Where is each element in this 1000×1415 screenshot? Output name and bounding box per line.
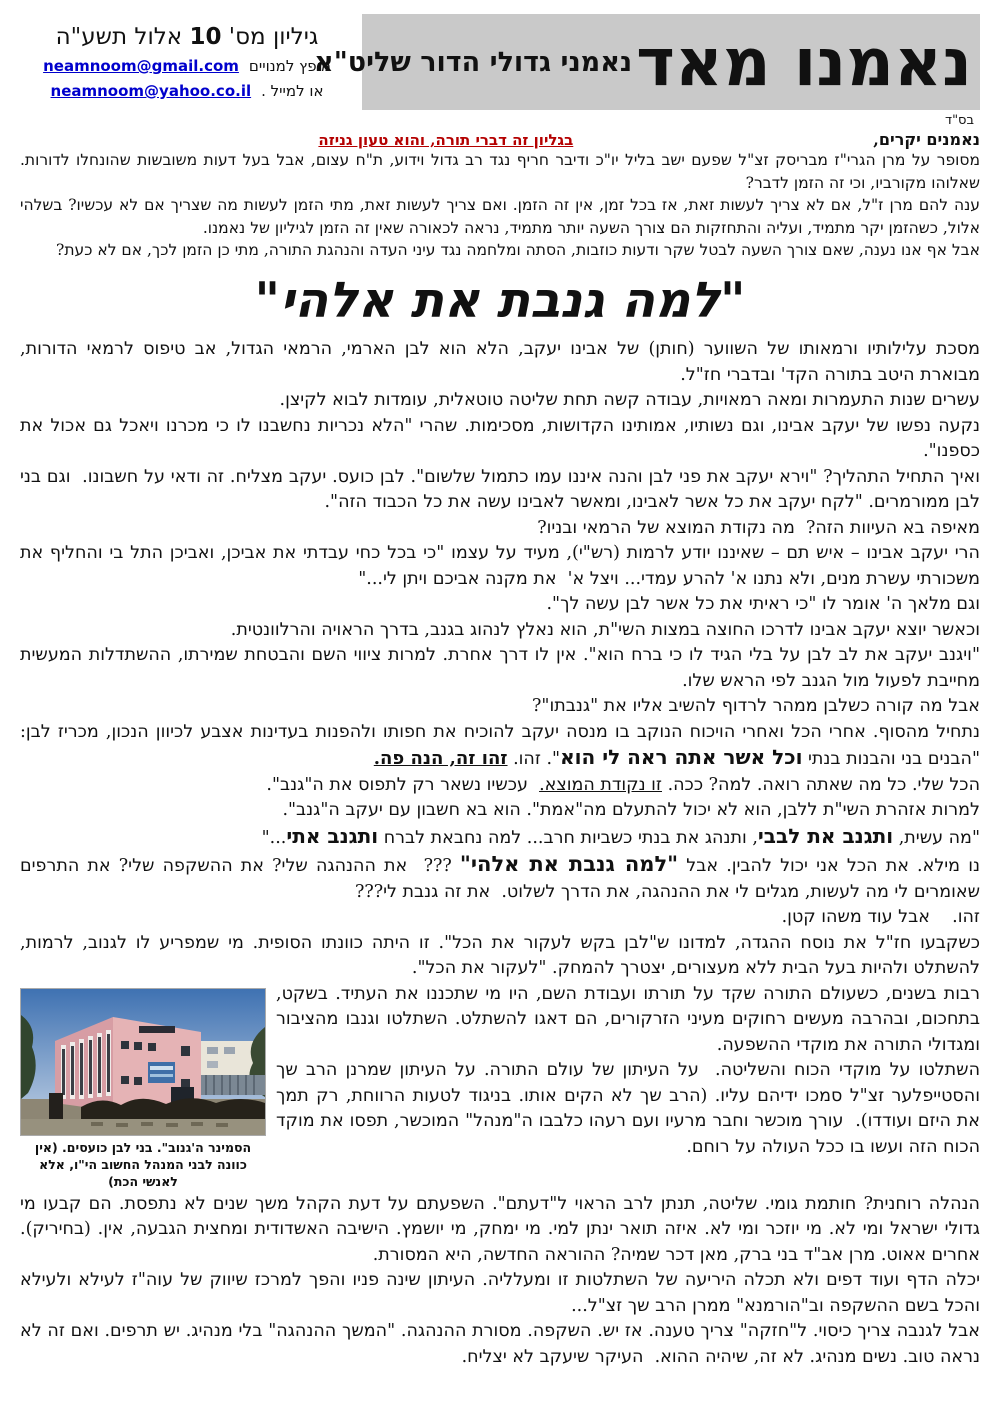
gmail-link[interactable]: neamnoom@gmail.com (43, 57, 239, 75)
paragraph (20, 773, 980, 799)
paragraph: "ויגנב יעקב את לב לבן על בלי הגיד לו כי ברח הוא". אין לו דרך אחרת. למרות ציווי השם והבטחת שמירתו, ההשתדלות המעשית מחייבת לפעול מול הגנב לפי הראש שלו. (20, 645, 980, 691)
bsd-mark: בס"ד (944, 113, 974, 128)
masthead-subtitle: נאמני גדולי הדור שליט"א (314, 46, 633, 78)
intro-paragraph: מסופר על מרן הגרי"ז מבריסק זצ"ל שפעם ישב בליל יו"כ ודיבר חריף נגד רב גדול וידוע, ת"ח עצום, אבל בעל דעות משובשות שהונחלו לדורות. שאלוהו מקורביו, וכי זה הזמן לדבר? (20, 151, 980, 192)
distribution-label: מופץ למנויים (248, 57, 331, 75)
text-segment: "מה עשית, (893, 827, 980, 848)
seminary-photo (20, 988, 266, 1136)
photo-section (20, 982, 980, 1189)
text-segment: נו מילא. את הכל אני יכול להבין. אבל (678, 856, 980, 877)
paragraph: למרות אזהרת השי"ת ללבן, הוא לא יכול להתעלם מה"אמת". הוא בא חשבון עם יעקב ה"גנב". (282, 800, 980, 821)
issue-number: 10 (189, 24, 222, 50)
main-headline: "למה גנבת את אלהי" (254, 270, 746, 329)
bold-underline-phrase: זהו זה, הנה פה. (373, 748, 508, 770)
yahoo-link[interactable]: neamnoom@yahoo.co.il (50, 82, 252, 100)
paragraph: וגם מלאך ה' אומר לו "כי ראיתי את כל אשר לבן עשה לך". (546, 594, 980, 615)
paragraph (20, 720, 980, 773)
bold-quote: וכל אשר אתה ראה לי הוא (560, 745, 803, 770)
underline-phrase: זו נקודת המוצא. (539, 774, 662, 795)
masthead (314, 14, 980, 110)
building-sign (148, 1062, 175, 1083)
paragraph: זהו. אבל עוד משהו קטן. (781, 907, 980, 928)
issue-info (22, 14, 352, 100)
geniza-warning: בגליון זה דברי תורה, והוא טעון גניזה (318, 131, 574, 149)
text-segment: , ותנהג את בנתי כשביות חרב... למה נחבאת לברח (378, 827, 758, 848)
text-segment: ". זהו. (507, 749, 561, 770)
intro-section (20, 130, 980, 262)
subscribe-row (22, 57, 352, 75)
text-segment: עכשיו נשאר רק לתפוס את ה"גנב". (266, 774, 540, 795)
bold-quote: ותגנב את לבבי (757, 823, 894, 848)
paragraph: רבות בשנים, כשעולם התורה שקד על תורתו ועבודת השם, היו מי שתכננו את העתיד. בשקט, בתחכום, ובהרבה מעשים רחוקים מעיני הזרקורים, הם דאגו להשתלט. השתלטו וגנבו מהציבור ומגדולי התורה את מוקדי ההשפעה. (276, 983, 980, 1055)
paragraph (20, 824, 980, 852)
greeting-row (20, 130, 980, 149)
or-email-label: או למייל . (261, 82, 324, 100)
issue-line (22, 24, 352, 50)
paragraph: אבל מה קורה כשלבן ממהר לרדוף להשיב אליו את "גנבתו"? (532, 696, 980, 717)
header (20, 14, 980, 110)
paragraph (20, 851, 980, 905)
text-segment: נתחיל מהסוף. אחרי הכל ואחרי הויכוח הנוקב בו מנסה יעקב להוכיח את חפותו ולהפנות בעדינות אצבע לכיוון הנכון, מכריז לבן: "הבנים בני והבנות בנתי (20, 721, 980, 770)
greeting: נאמנים יקרים, (873, 130, 980, 149)
bold-quote: ותגנב אתי (286, 823, 379, 848)
or-email-row (22, 82, 352, 100)
paragraph: מאיפה בא העיוות הזה? מה נקודת המוצא של הרמאי ובניו? (537, 517, 980, 538)
fence (201, 1075, 265, 1095)
paragraph: כשקבעו חז"ל את נוסח ההגדה, למדונו ש"לבן בקש לעקור את הכל". זו היתה כוונתו הסופית. מי שמפריע לו לגנוב, לרמות, להשתלט ולהיות בעל הבית ללא מעצורים, יצטרך להמחק. "לעקור את הכל". (20, 932, 980, 979)
intro-paragraph: אבל אף אנו נענה, שאם צורך השעה לבטל שקר ודעות כוזבות, הסתה ומלחמה נגד עיני העדה והנהגת התורה, מתי כן הזמן לכך, אם לא כעת? (56, 241, 980, 259)
paragraph: אבל לגנבה צריך כיסוי. ל"חזקה" צריך טענה. אז יש. השקפה. מסורת ההנהגה. "המשך ההנהגה" בלי מנהיג. יש תרפים. ואם זה לא נראה טוב. נשים מנהיג. לא זה, שיהיה ההוא. העיקר שיעקב לא יצליח. (20, 1321, 980, 1367)
photo-caption: הסמינר ה'גנוב". בני לבן כועסים. (אין כוונה לבני המנהל החשוב הי"ו, אלא לאנשי הכת) (34, 1139, 252, 1189)
paragraph: יכלה הדף ועוד דפים ולא תכלה היריעה של השתלטות זו ומעלליה. העיתון שינה פניו והפך למרכז שיווק של עוה"ז לעילא ולעילא והכל בשם ההשקפה וב"הורמנא" ממרן הרב שך זצ"ל... (20, 1270, 980, 1316)
article-body (20, 337, 980, 1370)
masthead-title: נאמנו מאד (636, 23, 972, 101)
paragraph: מסכת עלילותיו ורמאותו של השווער (חותן) של אבינו יעקב, הלא הוא לבן הארמי, הרמאי הגדול, אב טיפוס לרמאי הדורות, מבוארת היטב בתורה הקד' ובדברי חז"ל. (20, 339, 980, 385)
intro-paragraph: ענה להם מרן ז"ל, אם לא צריך לעשות זאת, אז בכל זמן, אין זה הזמן. ואם צריך לעשות זאת, מתי הזמן לעשות מה שצריך אם לא עכשיו? בשלהי אלול, כשהזמן יקר מתמיד, ועליה והתחזקות הם צורך השעה יותר מתמיד, נראה לכאורה שאין זה הזמן לגיליון של נאמנו. (20, 196, 980, 237)
paragraph: הרי יעקב אבינו – איש תם – שאיננו יודע לרמות (רש"י), מעיד על עצמו "כי בכל כחי עבדתי את אביכן, ואביכן התל בי והחליף את משכורתי עשרת מנים, ולא נתנו א' להרע עמדי... ויצל א' את מקנה אביכם ויתן לי..." (20, 543, 980, 589)
text-segment: ..." (261, 827, 287, 848)
paragraph: הנהלה רוחנית? חותמת גומי. שליטה, תנתן לרב הראוי ל"דעתם". השפעתם על דעת הקהל משך שנים לא נתפסת. הם קבעו מי גדולי ישראל ומי לא. מי יוזכר ומי לא. איזה תואר ינתן למי. מי ימחק, מי יושמץ. הישיבה האשדודית ומחצית הגבעה, אין. (בחיריק). אחרים אאוט. מרן אב"ד בני ברק, מאן דכר שמיה? ההוראה החדשה, היא המסורת. (20, 1193, 980, 1265)
paragraph: וכאשר יוצא יעקב אבינו לדרכו החוצה במצות השי"ת, הוא נאלץ לנהוג בגנב, בדרך הראויה והרלוונטית. (230, 619, 980, 640)
text-segment: הכל שלי. כל מה שאתה רואה. למה? ככה. (662, 774, 980, 795)
issue-prefix: גיליון מס' (221, 24, 319, 50)
paragraph: השתלטו על מוקדי הכוח והשליטה. על העיתון של עולם התורה. על העיתון שמרנן הרב שך והסטייפלער זצ"ל סמכו ידיהם עליו. (הרב שך לא הקים אותו. בניגוד לטעות הרווחת, רק תמך את היזם ועודדו). עורך מוכשר וחבר מרעיו ועם רעהו כלבבו ה"מנהל" המוכשר, תפסו את מוקד הכוח הזה ועשו בו ככל העולה על רוחם. (276, 1060, 980, 1157)
photo-block (20, 988, 266, 1190)
issue-suffix: אלול תשע"ה (55, 24, 190, 50)
paragraph: עשרים שנות התעמרות ומאה רמאויות, עבודה קשה תחת שליטה טוטאלית, עומדות לבוא לקיצן. (279, 390, 980, 411)
text-segment: ??? את ההנהגה שלי? את ההשקפה שלי? את התרפים שאומרים לי מה לעשות, מגלים לי את ההנהגה, את הדרך לשלוט. את זה גנבת לי??? (20, 856, 980, 902)
paragraph: ואיך התחיל התהליך? "וירא יעקב את פני לבן והנה איננו עמו כתמול שלשום". לבן כועס. יעקב מצליח. זה ודאי על חשבונו. וגם בני לבן ממורמרים. "לקח יעקב את כל אשר לאבינו, ומאשר לאבינו עשה את כל הכבוד הזה". (20, 466, 980, 513)
foreground-figure (49, 1093, 63, 1119)
paragraph: נקעה נפשו של יעקב אבינו, וגם נשותיו, אמותינו הקדושות, מסכימות. שהרי "הלא נכריות נחשבנו לו כי מכרנו ויאכל גם אכול את כספנו". (20, 415, 980, 462)
bold-headline-quote: "למה גנבת את אלהי" (459, 851, 679, 877)
